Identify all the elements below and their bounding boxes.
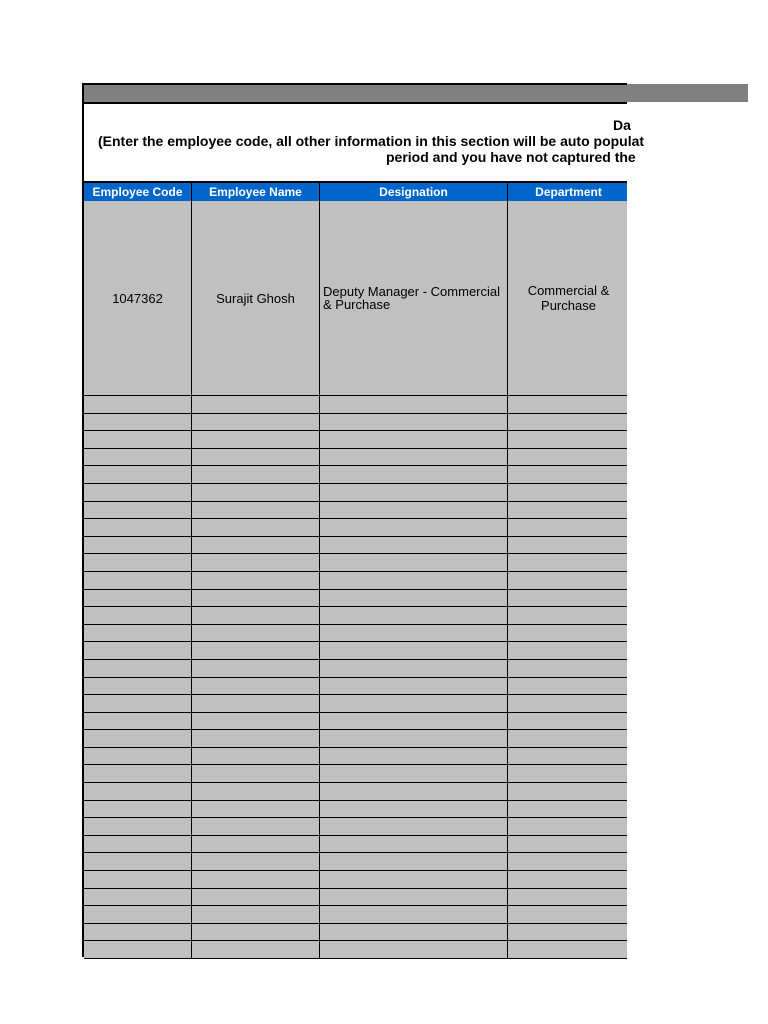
table-cell[interactable]: [84, 941, 192, 958]
instructions: [84, 104, 645, 181]
table-cell[interactable]: [508, 484, 629, 501]
table-row: [84, 449, 627, 467]
table-cell[interactable]: [192, 906, 320, 923]
table-cell[interactable]: [508, 466, 629, 483]
table-cell[interactable]: [192, 396, 320, 413]
employee-sheet: [82, 83, 645, 957]
table-cell[interactable]: [508, 625, 629, 642]
table-cell[interactable]: [320, 924, 508, 941]
table-row: [84, 625, 627, 643]
column-header-designation: Designation: [320, 183, 508, 201]
table-row: [84, 502, 627, 520]
table-cell[interactable]: [192, 818, 320, 835]
column-header-department: Department: [535, 185, 602, 199]
table-cell[interactable]: [508, 941, 629, 958]
table-cell[interactable]: [84, 502, 192, 519]
table-cell[interactable]: [84, 678, 192, 695]
table-row: [84, 572, 627, 590]
table-cell[interactable]: [320, 801, 508, 818]
table-cell[interactable]: [192, 713, 320, 730]
table-cell[interactable]: [84, 730, 192, 747]
table-cell[interactable]: [508, 414, 629, 431]
designation-cell[interactable]: Deputy Manager - Commercial & Purchase: [320, 201, 508, 395]
table-row: [84, 396, 627, 414]
table-row: [84, 466, 627, 484]
table-cell[interactable]: [508, 502, 629, 519]
table-cell[interactable]: [192, 554, 320, 571]
table-row: [84, 906, 627, 924]
table-cell[interactable]: [192, 765, 320, 782]
table-cell[interactable]: [192, 414, 320, 431]
table-cell[interactable]: [192, 801, 320, 818]
table-row: [84, 678, 627, 696]
title-bar-overflow: [627, 84, 748, 102]
table-cell[interactable]: [508, 801, 629, 818]
table-cell[interactable]: [508, 695, 629, 712]
table-cell[interactable]: [508, 554, 629, 571]
table-cell[interactable]: [84, 836, 192, 853]
table-cell[interactable]: [320, 466, 508, 483]
table-cell[interactable]: [192, 590, 320, 607]
table-cell[interactable]: [508, 871, 629, 888]
table-cell[interactable]: [320, 853, 508, 870]
table-row: [84, 871, 627, 889]
table-row: [84, 889, 627, 907]
table-cell[interactable]: [508, 607, 629, 624]
table-row: [84, 836, 627, 854]
table-cell[interactable]: [320, 748, 508, 765]
table-cell[interactable]: [192, 519, 320, 536]
table-row: [84, 713, 627, 731]
table-cell[interactable]: [320, 554, 508, 571]
table-cell[interactable]: [192, 695, 320, 712]
department-cell[interactable]: Commercial & Purchase: [527, 283, 610, 313]
table-cell[interactable]: [84, 924, 192, 941]
table-cell[interactable]: [84, 801, 192, 818]
table-cell[interactable]: [84, 607, 192, 624]
table-cell[interactable]: [508, 818, 629, 835]
table-cell[interactable]: [192, 871, 320, 888]
table-cell[interactable]: [508, 853, 629, 870]
table-cell[interactable]: [320, 730, 508, 747]
table-cell[interactable]: [84, 906, 192, 923]
table-cell[interactable]: [320, 678, 508, 695]
table-cell[interactable]: [84, 466, 192, 483]
instruction-line-2: (Enter the employee code, all other information in this section will be auto populat: [98, 133, 645, 149]
table-cell[interactable]: [508, 730, 629, 747]
column-header-employee-code: Employee Code: [84, 183, 192, 201]
table-cell[interactable]: [84, 695, 192, 712]
table-body: [84, 201, 627, 959]
table-cell[interactable]: [320, 765, 508, 782]
table-cell[interactable]: [84, 853, 192, 870]
table-cell[interactable]: [320, 519, 508, 536]
table-row: [84, 801, 627, 819]
table-cell[interactable]: [508, 519, 629, 536]
table-cell[interactable]: [320, 713, 508, 730]
table-cell[interactable]: [320, 695, 508, 712]
table-cell[interactable]: [192, 783, 320, 800]
table-cell[interactable]: [320, 396, 508, 413]
table-cell[interactable]: [84, 572, 192, 589]
table-row: [84, 765, 627, 783]
table-cell[interactable]: [84, 519, 192, 536]
table-cell[interactable]: [508, 590, 629, 607]
table-cell[interactable]: [192, 748, 320, 765]
table-cell[interactable]: [84, 765, 192, 782]
table-cell[interactable]: [320, 642, 508, 659]
table-cell[interactable]: [320, 625, 508, 642]
table-cell[interactable]: [84, 871, 192, 888]
table-row: [84, 537, 627, 555]
table-row: [84, 924, 627, 942]
table-cell[interactable]: [192, 660, 320, 677]
table-row: [84, 554, 627, 572]
table-cell[interactable]: [320, 502, 508, 519]
table-cell[interactable]: [84, 537, 192, 554]
table-cell[interactable]: [192, 572, 320, 589]
table-cell[interactable]: [192, 853, 320, 870]
table-cell[interactable]: [192, 642, 320, 659]
table-cell[interactable]: [192, 502, 320, 519]
table-row: [84, 414, 627, 432]
table-header: [84, 181, 627, 203]
table-cell[interactable]: [84, 625, 192, 642]
table-cell[interactable]: [320, 660, 508, 677]
employee-code-cell[interactable]: 1047362: [84, 201, 192, 395]
table-cell[interactable]: [508, 889, 629, 906]
table-cell[interactable]: [192, 924, 320, 941]
table-cell[interactable]: [320, 836, 508, 853]
table-cell[interactable]: [192, 889, 320, 906]
table-row: [84, 853, 627, 871]
table-cell[interactable]: [320, 414, 508, 431]
table-cell[interactable]: [320, 906, 508, 923]
table-row: [84, 642, 627, 660]
table-cell[interactable]: [320, 449, 508, 466]
table-cell[interactable]: [508, 642, 629, 659]
table-cell[interactable]: [320, 590, 508, 607]
table-cell[interactable]: [320, 431, 508, 448]
table-cell[interactable]: [84, 449, 192, 466]
table-cell[interactable]: [192, 678, 320, 695]
table-cell[interactable]: [320, 537, 508, 554]
table-cell[interactable]: [320, 607, 508, 624]
table-cell[interactable]: [84, 818, 192, 835]
table-cell[interactable]: [508, 537, 629, 554]
table-row: [84, 431, 627, 449]
table-cell[interactable]: [84, 748, 192, 765]
table-cell[interactable]: [84, 783, 192, 800]
table-cell[interactable]: [508, 660, 629, 677]
table-cell[interactable]: [508, 678, 629, 695]
table-cell[interactable]: [192, 941, 320, 958]
table-row: [84, 748, 627, 766]
table-cell[interactable]: [320, 871, 508, 888]
table-row: [84, 941, 627, 959]
table-cell[interactable]: [192, 449, 320, 466]
table-row: [84, 484, 627, 502]
table-row: [84, 519, 627, 537]
table-row: [84, 818, 627, 836]
table-cell[interactable]: [84, 660, 192, 677]
table-row: [84, 590, 627, 608]
table-cell[interactable]: [508, 748, 629, 765]
table-cell[interactable]: [84, 414, 192, 431]
table-cell[interactable]: [320, 783, 508, 800]
table-row: [84, 201, 627, 396]
table-cell[interactable]: [508, 765, 629, 782]
table-row: [84, 607, 627, 625]
table-cell[interactable]: [192, 625, 320, 642]
table-cell[interactable]: [192, 730, 320, 747]
employee-name-cell[interactable]: Surajit Ghosh: [192, 201, 320, 395]
table-cell[interactable]: [84, 431, 192, 448]
table-cell[interactable]: [508, 906, 629, 923]
sheet-title-bar: [84, 85, 627, 104]
table-cell[interactable]: [508, 713, 629, 730]
table-cell[interactable]: [320, 818, 508, 835]
table-cell[interactable]: [84, 889, 192, 906]
table-cell[interactable]: [320, 889, 508, 906]
table-cell[interactable]: [84, 590, 192, 607]
column-header-employee-name: Employee Name: [192, 183, 320, 201]
table-cell[interactable]: [192, 607, 320, 624]
table-cell[interactable]: [320, 572, 508, 589]
table-cell[interactable]: [508, 783, 629, 800]
table-cell[interactable]: [192, 431, 320, 448]
table-cell[interactable]: [84, 484, 192, 501]
instruction-line-3: period and you have not captured the: [386, 149, 636, 165]
table-row: [84, 730, 627, 748]
table-cell[interactable]: [508, 396, 629, 413]
table-cell[interactable]: [84, 642, 192, 659]
table-cell[interactable]: [508, 572, 629, 589]
table-row: [84, 695, 627, 713]
table-row: [84, 783, 627, 801]
table-cell[interactable]: [192, 836, 320, 853]
instruction-line-1: Da: [613, 117, 631, 133]
table-cell[interactable]: [508, 924, 629, 941]
table-cell[interactable]: [508, 449, 629, 466]
table-cell[interactable]: [84, 713, 192, 730]
table-cell[interactable]: [192, 466, 320, 483]
table-cell[interactable]: [320, 484, 508, 501]
table-cell[interactable]: [192, 537, 320, 554]
table-cell[interactable]: [320, 941, 508, 958]
table-row: [84, 660, 627, 678]
table-cell[interactable]: [508, 836, 629, 853]
table-cell[interactable]: [84, 396, 192, 413]
table-cell[interactable]: [84, 554, 192, 571]
table-cell[interactable]: [192, 484, 320, 501]
table-cell[interactable]: [508, 431, 629, 448]
